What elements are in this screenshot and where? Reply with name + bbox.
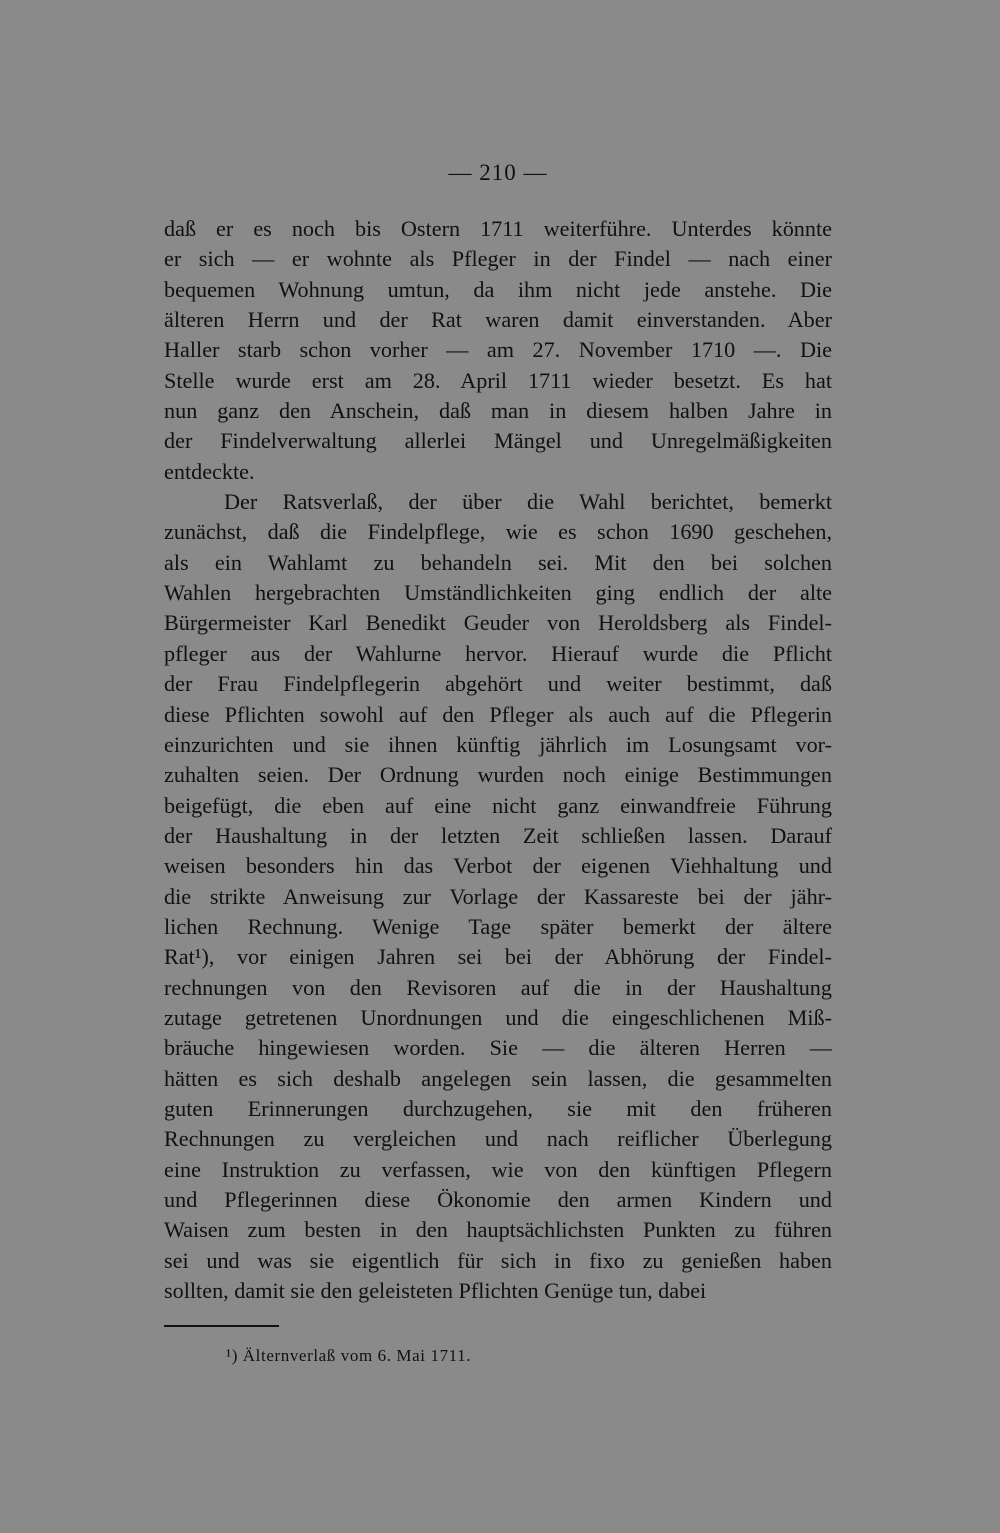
text-line: diese Pflichten sowohl auf den Pfleger als auch auf die Pflegerin: [164, 701, 832, 727]
text-line: zunächst, daß die Findelpflege, wie es schon 1690 geschehen,: [164, 519, 832, 545]
paragraph: [164, 214, 832, 487]
text-line: als ein Wahlamt zu behandeln sei. Mit den bei solchen: [164, 549, 832, 575]
text-line: und Pflegerinnen diese Ökonomie den armen Kindern und: [164, 1187, 832, 1212]
text-line: daß er es noch bis Ostern 1711 weiterführe. Unterdes könnte: [164, 216, 832, 241]
text-line: rechnungen von den Revisoren auf die in der Haushaltung: [164, 974, 832, 1000]
text-line: er sich — er wohnte als Pfleger in der Findel — nach einer: [164, 246, 832, 272]
text-line: Haller starb schon vorher — am 27. November 1710 —. Die: [164, 337, 832, 363]
text-line: die strikte Anweisung zur Vorlage der Kassareste bei der jähr-: [164, 883, 832, 909]
text-line: nun ganz den Anschein, daß man in diesem halben Jahre in: [164, 398, 832, 424]
text-line: Wahlen hergebrachten Umständlichkeiten ging endlich der alte: [164, 580, 832, 606]
text-line: älteren Herrn und der Rat waren damit einverstanden. Aber: [164, 307, 832, 333]
text-line: beigefügt, die eben auf eine nicht ganz einwandfreie Führung: [164, 792, 832, 818]
text-line: Waisen zum besten in den hauptsächlichsten Punkten zu führen: [164, 1217, 832, 1243]
text-line: bräuche hingewiesen worden. Sie — die älteren Herren —: [164, 1035, 832, 1061]
text-line: Bürgermeister Karl Benedikt Geuder von Heroldsberg als Findel-: [164, 610, 832, 636]
text-line: Rechnungen zu vergleichen und nach reiflicher Überlegung: [164, 1126, 832, 1152]
text-line: der Frau Findelpflegerin abgehört und weiter bestimmt, daß: [164, 671, 832, 697]
text-line: zutage getretenen Unordnungen und die eingeschlichenen Miß-: [164, 1004, 832, 1030]
text-line: entdeckte.: [164, 458, 255, 484]
text-line: weisen besonders hin das Verbot der eigenen Viehhaltung und: [164, 853, 832, 879]
text-line: zuhalten seien. Der Ordnung wurden noch einige Bestimmungen: [164, 762, 832, 788]
text-line: sei und was sie eigentlich für sich in fixo zu genießen haben: [164, 1247, 832, 1273]
page-number: — 210 —: [448, 160, 548, 185]
text-line: guten Erinnerungen durchzugehen, sie mit den früheren: [164, 1095, 832, 1121]
text-line: Stelle wurde erst am 28. April 1711 wieder besetzt. Es hat: [164, 367, 832, 393]
footnote: ¹) Älternverlaß vom 6. Mai 1711.: [226, 1346, 472, 1365]
text-line: bequemen Wohnung umtun, da ihm nicht jede anstehe. Die: [164, 276, 832, 302]
text-line: lichen Rechnung. Wenige Tage später bemerkt der ältere: [164, 913, 832, 939]
text-line: hätten es sich deshalb angelegen sein lassen, die gesammelten: [164, 1065, 832, 1091]
text-line: Der Ratsverlaß, der über die Wahl berichtet, bemerkt: [224, 489, 832, 515]
text-line: sollten, damit sie den geleisteten Pflichten Genüge tun, dabei: [164, 1278, 707, 1304]
body-text: [164, 214, 832, 1306]
text-line: pfleger aus der Wahlurne hervor. Hierauf wurde die Pflicht: [164, 640, 832, 666]
text-line: eine Instruktion zu verfassen, wie von den künftigen Pflegern: [164, 1156, 832, 1182]
text-line: Rat¹), vor einigen Jahren sei bei der Abhörung der Findel-: [164, 944, 832, 970]
footnote-divider: [164, 1325, 279, 1327]
text-line: der Haushaltung in der letzten Zeit schließen lassen. Darauf: [164, 822, 832, 848]
text-line: einzurichten und sie ihnen künftig jährlich im Losungsamt vor-: [164, 731, 832, 757]
text-line: der Findelverwaltung allerlei Mängel und Unregelmäßigkeiten: [164, 428, 832, 454]
paragraph: [164, 487, 832, 1306]
